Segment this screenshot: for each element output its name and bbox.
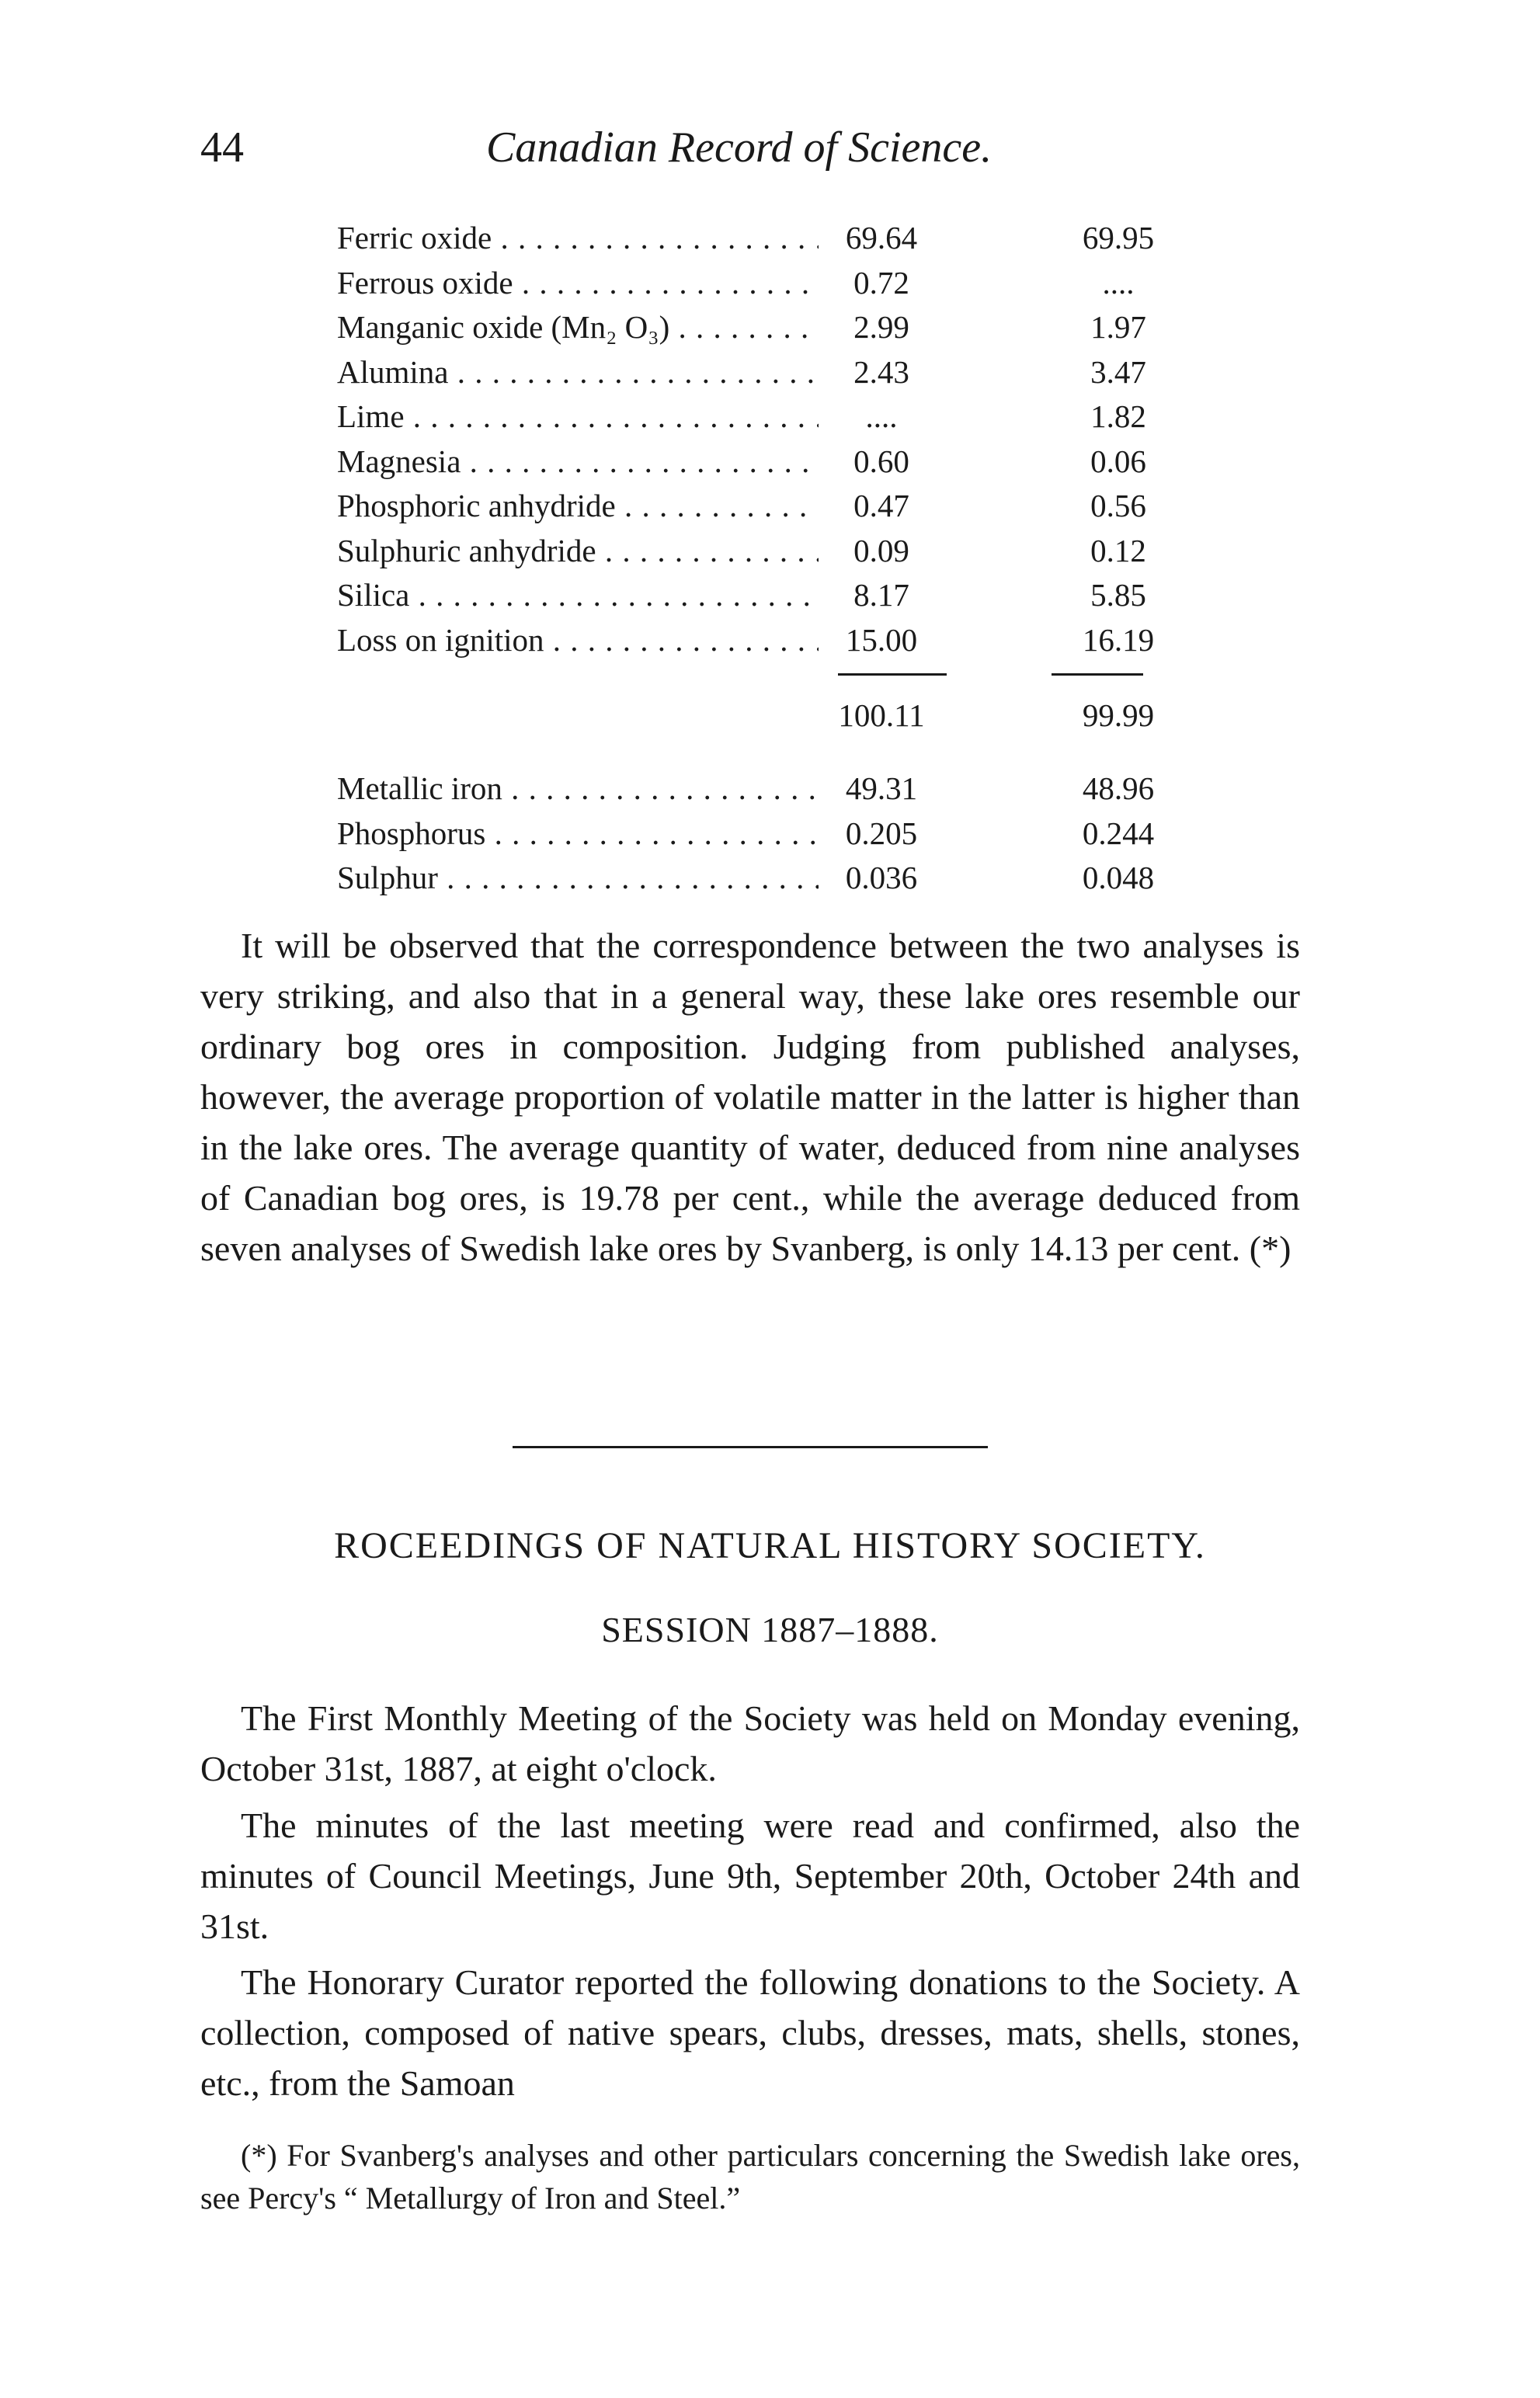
page-number: 44 xyxy=(200,123,244,172)
value-col-2: .... xyxy=(1102,264,1135,301)
running-title: Canadian Record of Science. xyxy=(486,123,992,172)
section-divider xyxy=(513,1446,988,1448)
row-label: Metallic iron . . . xyxy=(337,766,819,811)
page-header xyxy=(200,123,1068,185)
table-spacer xyxy=(337,745,1176,766)
row-label: Sulphur . . . xyxy=(337,856,819,901)
meeting-paragraph: The First Monthly Meeting of the Society was held on Monday evening, October 31st, 1887, at eight o'clock. xyxy=(200,1698,1300,1788)
table-row xyxy=(337,856,1176,901)
value-col-2: 0.56 xyxy=(1090,488,1146,523)
sum-rule-col-1 xyxy=(838,673,947,676)
curator-paragraph: The Honorary Curator reported the following donations to the Society. A collection, composed of native spears, clubs, dresses, mats, shells, stones, etc., from the Samoan xyxy=(200,1962,1300,2103)
table-row xyxy=(337,484,1176,529)
row-label: Phosphorus . . . xyxy=(337,811,819,857)
total-col-2: 99.99 xyxy=(1082,697,1155,733)
value-col-1: 0.205 xyxy=(845,815,918,851)
value-col-1: 49.31 xyxy=(845,770,918,806)
value-col-1: .... xyxy=(865,398,898,434)
total-col-1: 100.11 xyxy=(838,697,925,733)
row-label: Ferric oxide . . . xyxy=(337,216,819,261)
analysis-table xyxy=(337,216,1176,901)
value-col-2: 5.85 xyxy=(1090,577,1146,613)
value-col-2: 1.97 xyxy=(1090,309,1146,345)
value-col-2: 0.06 xyxy=(1090,443,1146,479)
value-col-2: 16.19 xyxy=(1082,621,1155,658)
value-col-2: 69.95 xyxy=(1082,220,1155,255)
section-heading: ROCEEDINGS OF NATURAL HISTORY SOCIETY. xyxy=(334,1525,1206,1566)
table-row xyxy=(337,394,1176,440)
table-row xyxy=(337,766,1176,811)
table-row xyxy=(337,440,1176,485)
value-col-1: 0.72 xyxy=(853,264,909,301)
value-col-1: 2.43 xyxy=(853,353,909,390)
table-row xyxy=(337,305,1176,350)
sum-rules xyxy=(337,662,1176,686)
value-col-1: 15.00 xyxy=(845,621,918,658)
session-heading: SESSION 1887–1888. xyxy=(601,1610,939,1649)
minutes-paragraph: The minutes of the last meeting were read and confirmed, also the minutes of Council Meetings, June 9th, September 20th, October 24th and 31st. xyxy=(200,1805,1300,1946)
row-label: Alumina . . . xyxy=(337,350,819,395)
value-col-1: 0.47 xyxy=(853,488,909,523)
row-label: Silica . . . xyxy=(337,573,819,618)
table-row xyxy=(337,216,1176,261)
totals-row xyxy=(337,686,1176,745)
body-paragraph: It will be observed that the correspondence between the two analyses is very striking, and also that in a general way, these lake ores resemble our ordinary bog ores in composition. Judging from published analyses, however, the average proportion of volatile matter in the latter is higher than in the lake ores. The average quantity of water, deduced from nine analyses of Canadian bog ores, is 19.78 per cent., while the average deduced from seven analyses of Swedish lake ores by Svanberg, is only 14.13 per cent. (*) xyxy=(200,926,1300,1268)
row-label: Sulphuric anhydride . . . xyxy=(337,529,819,574)
value-col-2: 0.12 xyxy=(1090,532,1146,568)
value-col-2: 3.47 xyxy=(1090,353,1146,390)
value-col-1: 0.60 xyxy=(853,443,909,479)
table-row xyxy=(337,618,1176,663)
value-col-2: 48.96 xyxy=(1082,770,1155,806)
table-row xyxy=(337,573,1176,618)
table-row xyxy=(337,261,1176,306)
footnote: (*) For Svanberg's analyses and other particulars concerning the Swedish lake ores, see Percy's “ Metallurgy of Iron and Steel.” xyxy=(200,2138,1300,2216)
value-col-1: 0.036 xyxy=(845,860,918,895)
row-label: Loss on ignition . . . xyxy=(337,618,819,663)
value-col-2: 0.244 xyxy=(1082,815,1155,851)
table-row xyxy=(337,350,1176,395)
sum-rule-col-2 xyxy=(1052,673,1143,676)
value-col-1: 2.99 xyxy=(853,309,909,345)
value-col-1: 8.17 xyxy=(853,577,909,613)
row-label: Manganic oxide (Mn₂ O₃) . . . xyxy=(337,305,819,350)
row-label: Ferrous oxide . . . xyxy=(337,261,819,306)
table-row xyxy=(337,529,1176,574)
value-col-2: 1.82 xyxy=(1090,398,1146,434)
value-col-1: 0.09 xyxy=(853,532,909,568)
row-label: Phosphoric anhydride . . . xyxy=(337,484,819,529)
table-row xyxy=(337,811,1176,857)
value-col-2: 0.048 xyxy=(1082,860,1155,895)
row-label: Magnesia . . . xyxy=(337,440,819,485)
row-label: Lime . . . xyxy=(337,394,819,440)
value-col-1: 69.64 xyxy=(845,220,918,255)
